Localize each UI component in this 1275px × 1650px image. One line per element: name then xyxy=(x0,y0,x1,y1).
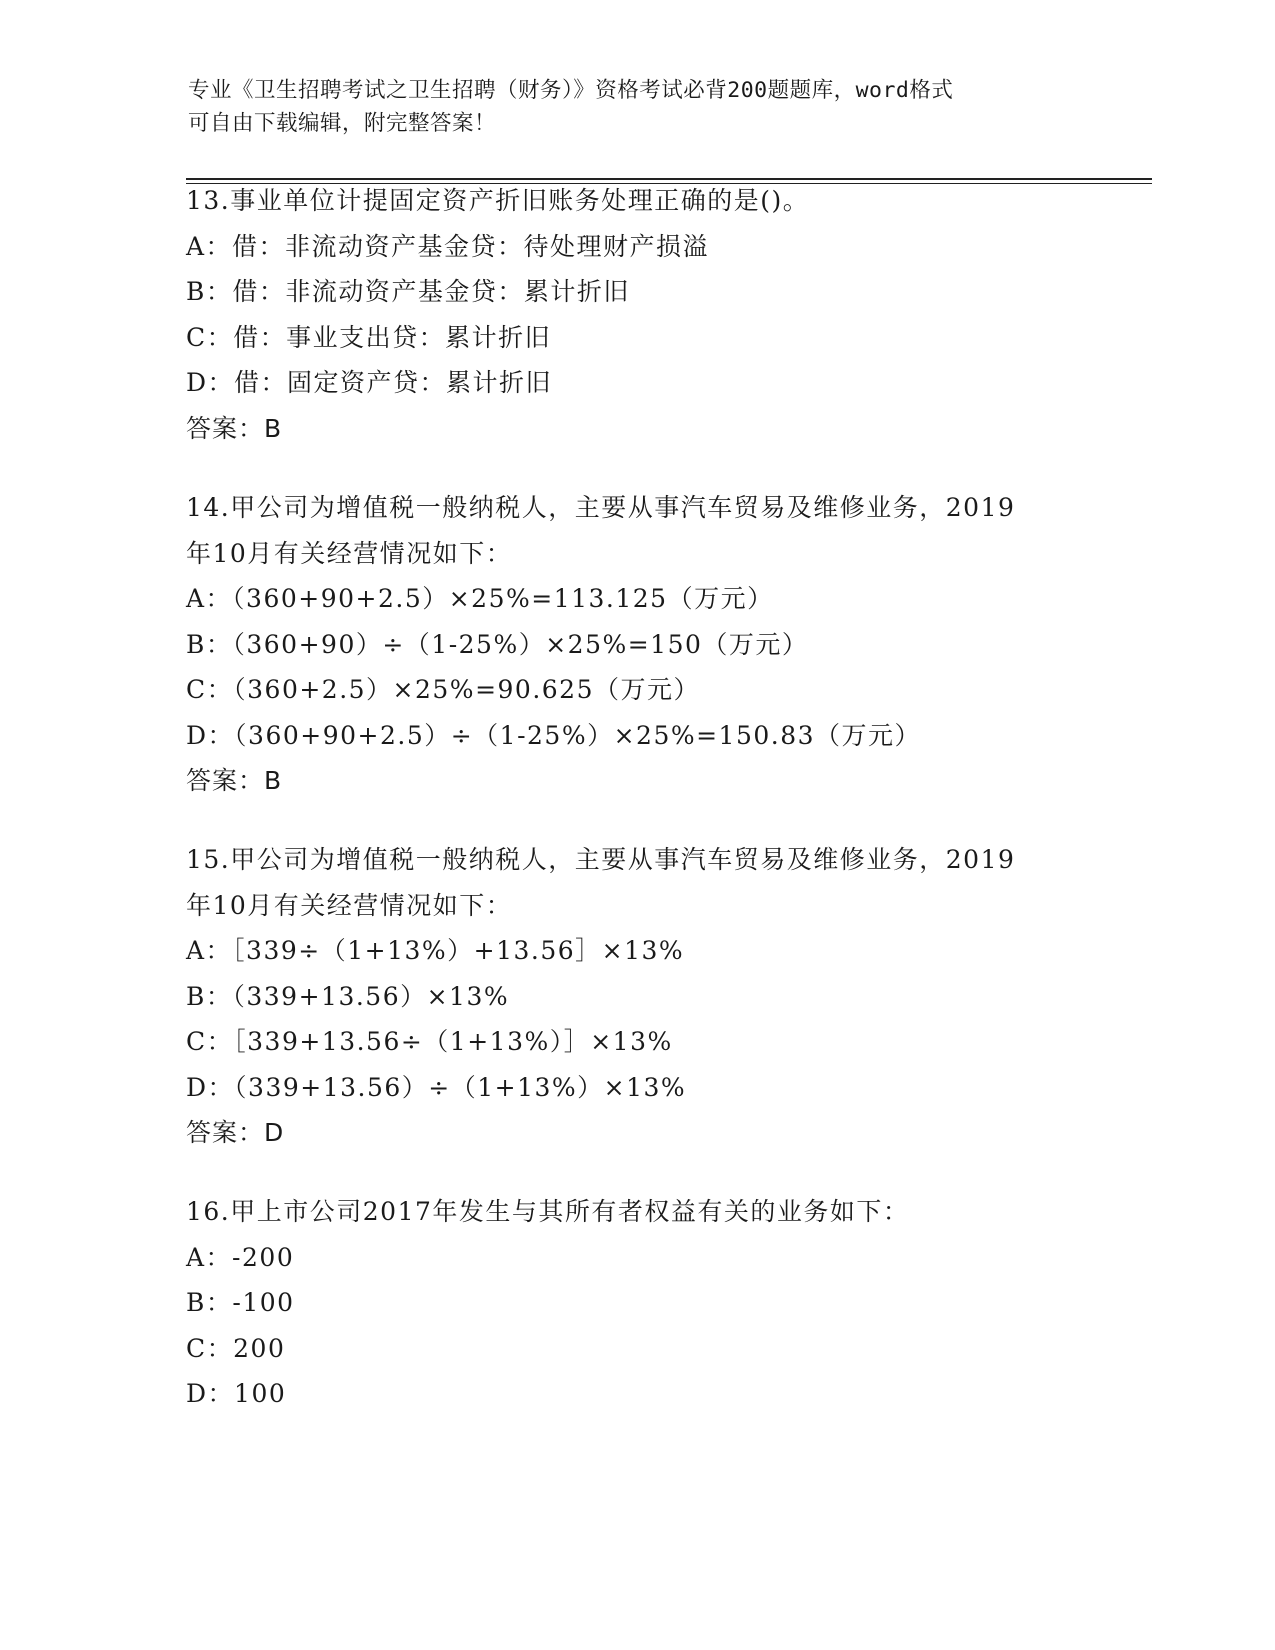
header-line-2: 可自由下载编辑，附完整答案！ xyxy=(188,111,497,136)
option-c: C：（360+2.5）×25%=90.625（万元） xyxy=(186,675,700,704)
option-d: D：借：固定资产贷：累计折旧 xyxy=(186,368,553,397)
question-14 xyxy=(186,485,1086,804)
question-stem: 14.甲公司为增值税一般纳税人，主要从事汽车贸易及维修业务，2019 xyxy=(186,493,1016,522)
option-d: D：100 xyxy=(186,1379,287,1408)
option-c: C：借：事业支出贷：累计折旧 xyxy=(186,322,552,352)
option-c: C：200 xyxy=(186,1333,286,1363)
question-stem: 13.事业单位计提固定资产折旧账务处理正确的是()。 xyxy=(186,186,810,215)
option-b: B：-100 xyxy=(186,1288,295,1317)
question-16 xyxy=(186,1189,1086,1417)
question-15 xyxy=(186,837,1086,1156)
option-d: D：（360+90+2.5）÷（1-25%）×25%=150.83（万元） xyxy=(186,720,922,750)
question-stem-cont: 年10月有关经营情况如下： xyxy=(186,538,513,568)
option-b: B：（360+90）÷（1-25%）×25%=150（万元） xyxy=(186,629,809,659)
answer-label: 答案：B xyxy=(186,413,283,443)
answer-label: 答案：B xyxy=(186,766,283,795)
option-a: A：借：非流动资产基金贷：待处理财产损溢 xyxy=(186,231,710,261)
option-a: A：（360+90+2.5）×25%=113.125（万元） xyxy=(186,584,774,613)
answer-label: 答案：D xyxy=(186,1118,285,1147)
option-a: A：-200 xyxy=(186,1242,295,1272)
option-b: B：借：非流动资产基金贷：累计折旧 xyxy=(186,277,630,306)
option-c: C：［339+13.56÷（1+13%）］×13% xyxy=(186,1027,673,1056)
header-line-1: 专业《卫生招聘考试之卫生招聘（财务）》资格考试必背200题题库，word格式 xyxy=(188,78,954,103)
option-b: B：（339+13.56）×13% xyxy=(186,981,510,1011)
question-stem: 15.甲公司为增值税一般纳税人，主要从事汽车贸易及维修业务，2019 xyxy=(186,845,1016,874)
option-d: D：（339+13.56）÷（1+13%）×13% xyxy=(186,1072,687,1102)
document-header xyxy=(188,74,1088,140)
question-stem: 16.甲上市公司2017年发生与其所有者权益有关的业务如下： xyxy=(186,1197,910,1226)
option-a: A：［339÷（1+13%）+13.56］×13% xyxy=(186,936,685,965)
question-13 xyxy=(186,178,1086,451)
question-stem-cont: 年10月有关经营情况如下： xyxy=(186,890,513,920)
